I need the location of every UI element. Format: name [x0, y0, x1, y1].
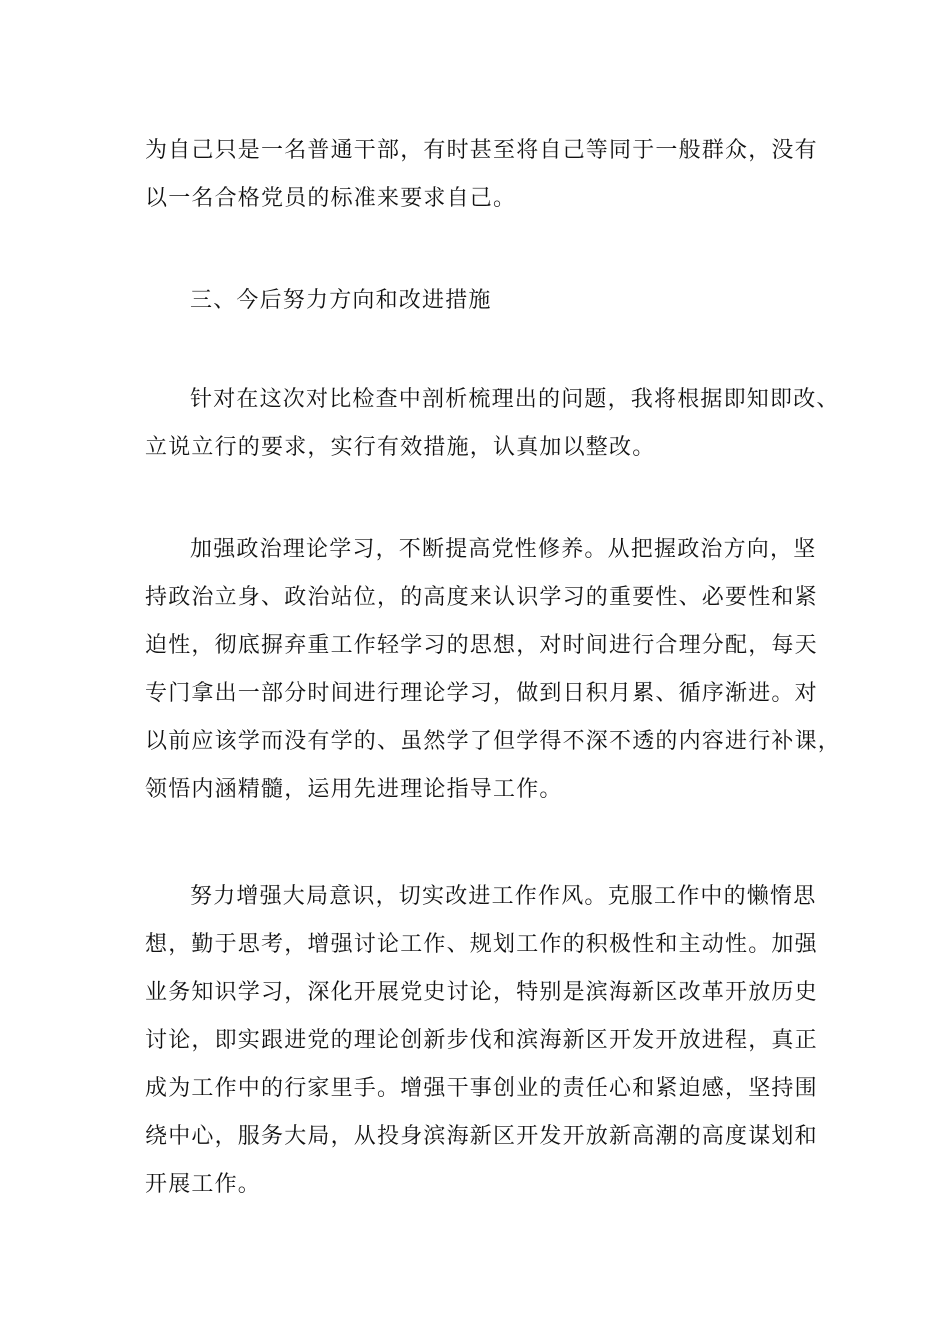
text-line: 迫性，彻底摒弃重工作轻学习的思想，对时间进行合理分配，每天 — [145, 633, 818, 658]
text-line: 加强政治理论学习，不断提高党性修养。从把握政治方向，坚 — [190, 537, 817, 562]
text-line: 立说立行的要求，实行有效措施，认真加以整改。 — [145, 435, 656, 460]
text-line: 领悟内涵精髓，运用先进理论指导工作。 — [145, 777, 563, 802]
heading-text: 三、今后努力方向和改进措施 — [190, 288, 492, 313]
text-line: 以一名合格党员的标准来要求自己。 — [145, 186, 517, 211]
text-line: 业务知识学习，深化开展党史讨论，特别是滨海新区改革开放历史 — [145, 980, 818, 1005]
text-line: 针对在这次对比检查中剖析梳理出的问题，我将根据即知即改、 — [190, 387, 840, 412]
text-line: 以前应该学而没有学的、虽然学了但学得不深不透的内容进行补课， — [145, 729, 842, 754]
text-line: 持政治立身、政治站位，的高度来认识学习的重要性、必要性和紧 — [145, 585, 818, 610]
text-line: 讨论，即实跟进党的理论创新步伐和滨海新区开发开放进程，真正 — [145, 1028, 818, 1053]
text-line: 绕中心，服务大局，从投身滨海新区开发开放新高潮的高度谋划和 — [145, 1124, 818, 1149]
text-line: 努力增强大局意识，切实改进工作作风。克服工作中的懒惰思 — [190, 884, 817, 909]
text-line: 专门拿出一部分时间进行理论学习，做到日积月累、循序渐进。对 — [145, 681, 818, 706]
text-line: 为自己只是一名普通干部，有时甚至将自己等同于一般群众，没有 — [145, 138, 818, 163]
text-line: 成为工作中的行家里手。增强干事创业的责任心和紧迫感，坚持围 — [145, 1076, 818, 1101]
text-line: 开展工作。 — [145, 1172, 262, 1197]
text-line: 想，勤于思考，增强讨论工作、规划工作的积极性和主动性。加强 — [145, 932, 818, 957]
